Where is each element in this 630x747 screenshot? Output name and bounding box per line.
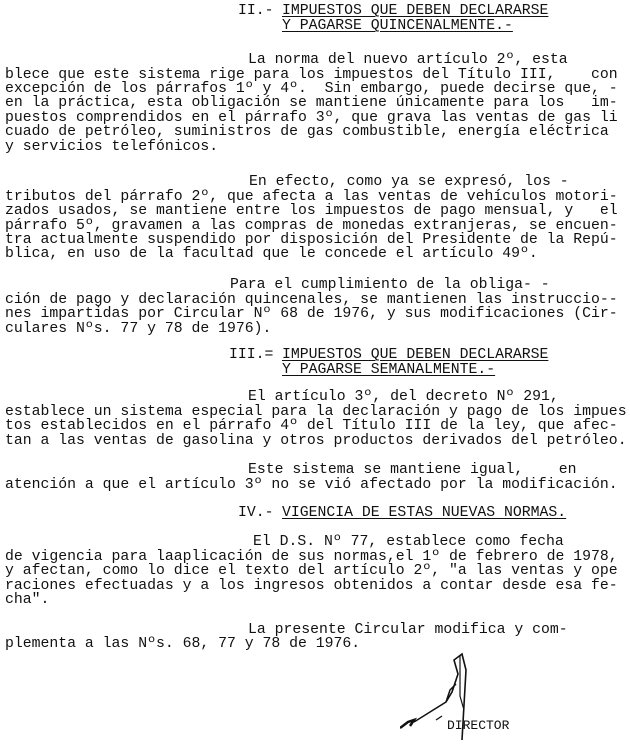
section-heading: Y PAGARSE QUINCENALMENTE.- xyxy=(282,18,513,34)
section-heading: IMPUESTOS QUE DEBEN DECLARARSE xyxy=(282,347,549,363)
paragraph-line: establece un sistema especial para la declaración y pago de los impues xyxy=(5,404,627,420)
paragraph-line: En efecto, como ya se expresó, los - xyxy=(249,174,569,190)
paragraph-line: blica, en uso de la facultad que le concede el artículo 49º. xyxy=(5,246,538,262)
paragraph-line: excepción de los párrafos 1º y 4º. Sin embargo, puede decirse que, - xyxy=(5,81,618,97)
paragraph-line: de vigencia para laaplicación de sus normas,el 1º de febrero de 1978, xyxy=(5,549,618,565)
section-number: IV.- xyxy=(238,505,274,521)
paragraph-line: tra actualmente suspendido por disposición del Presidente de la Repú- xyxy=(5,232,618,248)
paragraph-line: La presente Circular modifica y com- xyxy=(248,622,568,638)
paragraph-line: El artículo 3º, del decreto Nº 291, xyxy=(248,389,559,405)
paragraph-line: tributos del párrafo 2º, que afecta a las ventas de vehículos motori- xyxy=(5,189,618,205)
paragraph-line: La norma del nuevo artículo 2º, esta xyxy=(248,52,568,68)
paragraph-line: nes impartidas por Circular Nº 68 de 1976, y sus modificaciones (Cir- xyxy=(5,306,618,322)
paragraph-line: en la práctica, esta obligación se mantiene únicamente para los im- xyxy=(5,95,618,111)
section-heading: VIGENCIA DE ESTAS NUEVAS NORMAS. xyxy=(282,505,567,521)
paragraph-line: cuado de petróleo, suministros de gas combustible, energía eléctrica xyxy=(5,124,609,140)
paragraph-line: atención a que el artículo 3º no se vió afectado por la modificación. xyxy=(5,477,618,493)
paragraph-line: raciones efectuadas y a los ingresos obtenidos a contar desde esa fe- xyxy=(5,578,618,594)
paragraph-line: Para el cumplimiento de la obliga- - xyxy=(230,277,550,293)
paragraph-line: cha". xyxy=(5,592,50,608)
signature-title: DIRECTOR xyxy=(447,718,510,733)
section-heading: IMPUESTOS QUE DEBEN DECLARARSE xyxy=(282,3,549,19)
paragraph-line: puestos comprendidos en el párrafo 3º, que grava las ventas de gas li xyxy=(5,110,618,126)
paragraph-line: El D.S. Nº 77, establece como fecha xyxy=(253,534,564,550)
section-heading: Y PAGARSE SEMANALMENTE.- xyxy=(282,362,496,378)
paragraph-line: párrafo 5º, gravamen a las compras de monedas extranjeras, se encuen- xyxy=(5,218,618,234)
paragraph-line: blece que este sistema rige para los impuestos del Título III, con xyxy=(5,67,618,83)
paragraph-line: y servicios telefónicos. xyxy=(5,139,219,155)
paragraph-line: y afectan, como lo dice el texto del artículo 2º, "a las ventas y ope xyxy=(5,563,618,579)
paragraph-line: tan a las ventas de gasolina y otros productos derivados del petróleo. xyxy=(5,433,627,449)
paragraph-line: tos establecidos en el párrafo 4º del Título III de la ley, que afec- xyxy=(5,418,618,434)
paragraph-line: ción de pago y declaración quincenales, se mantienen las instruccio-- xyxy=(5,292,618,308)
paragraph-line: plementa a las Nºs. 68, 77 y 78 de 1976. xyxy=(5,636,361,652)
paragraph-line: culares Nºs. 77 y 78 de 1976). xyxy=(5,321,272,337)
paragraph-line: zados usados, se mantiene entre los impuestos de pago mensual, y el xyxy=(5,203,618,219)
paragraph-line: Este sistema se mantiene igual, en xyxy=(248,462,577,478)
section-number: III.= xyxy=(229,347,274,363)
section-number: II.- xyxy=(238,3,274,19)
